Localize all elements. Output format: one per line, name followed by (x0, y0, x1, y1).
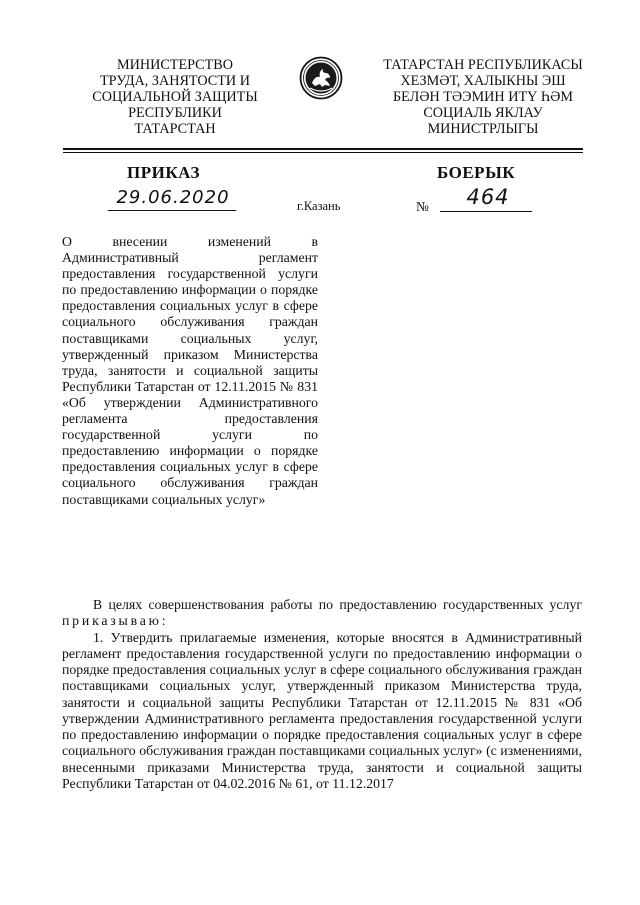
body-paragraph-colon: : (161, 613, 166, 629)
header-left-line: ТАТАРСТАН (134, 121, 216, 137)
header-left-line: СОЦИАЛЬНОЙ ЗАЩИТЫ (92, 89, 258, 105)
order-city: г.Казань (297, 199, 341, 213)
order-body (62, 597, 582, 792)
order-number: 464 (466, 185, 510, 209)
header-divider-thick (63, 148, 583, 150)
header-left-line: РЕСПУБЛИКИ (128, 105, 222, 121)
body-paragraph: 1. Утвердить прилагаемые изменения, которые вносятся в Административный регламент предоставления государственной услуги по предоставлению информации о порядке предоставления социальных услуг в сфере социального обслуживания граждан поставщиками социальных услуг, утвержденный приказом Министерства труда, занятости и социальной защиты Республики Татарстан от 12.11.2015 № 831 «Об утверждении Административного регламента предоставления государственной услуги по предоставлению информации о порядке предоставления социальных услуг в сфере социального обслуживания граждан поставщиками социальных услуг» (с изменениями, внесенными приказами Министерства труда, занятости и социальной защиты Республики Татарстан от 04.02.2016 № 61, от 11.12.2017 (62, 629, 582, 791)
body-paragraph-text: В целях совершенствования работы по предоставлению государственных услуг (93, 597, 582, 612)
header-right-line: МИНИСТРЛЫГЫ (427, 121, 539, 137)
ministry-name-tatar (370, 57, 596, 137)
header-divider-thin (63, 152, 583, 153)
header-right-line: БЕЛӘН ТӘЭМИН ИТҮ ҺӘМ (392, 89, 573, 105)
header-right-line: ТАТАРСТАН РЕСПУБЛИКАСЫ (383, 57, 583, 73)
order-subject: О внесении изменений в Административный регламент предоставления государственной услуги по предоставлению информации о порядке предоставления социальных услуг в сфере социального обслуживания граждан поставщиками социальных услуг, утвержденный приказом Министерства труда, занятости и социальной защиты Республики Татарстан от 12.11.2015 № 831 «Об утверждении Административного регламента предоставления государственной услуги по предоставлению информации о порядке предоставления социальных услуг в сфере социального обслуживания граждан поставщиками социальных услуг» (62, 234, 318, 507)
body-paragraph (62, 597, 582, 630)
order-command: приказываю (62, 613, 162, 629)
order-title-tatar: БОЕРЫК (437, 163, 516, 182)
header-left-line: ТРУДА, ЗАНЯТОСТИ И (100, 73, 250, 89)
order-title-russian: ПРИКАЗ (127, 163, 200, 182)
coat-of-arms-icon (299, 56, 343, 100)
header-right-line: ХЕЗМӘТ, ХАЛЫКНЫ ЭШ (400, 73, 566, 89)
date-underline (108, 210, 236, 211)
ministry-name-russian (62, 57, 288, 137)
order-number-label: № (416, 199, 429, 214)
order-date: 29.06.2020 (116, 187, 230, 208)
number-underline (440, 211, 532, 212)
header-right-line: СОЦИАЛЬ ЯКЛАУ (423, 105, 543, 121)
header-left-line: МИНИСТЕРСТВО (116, 57, 234, 73)
